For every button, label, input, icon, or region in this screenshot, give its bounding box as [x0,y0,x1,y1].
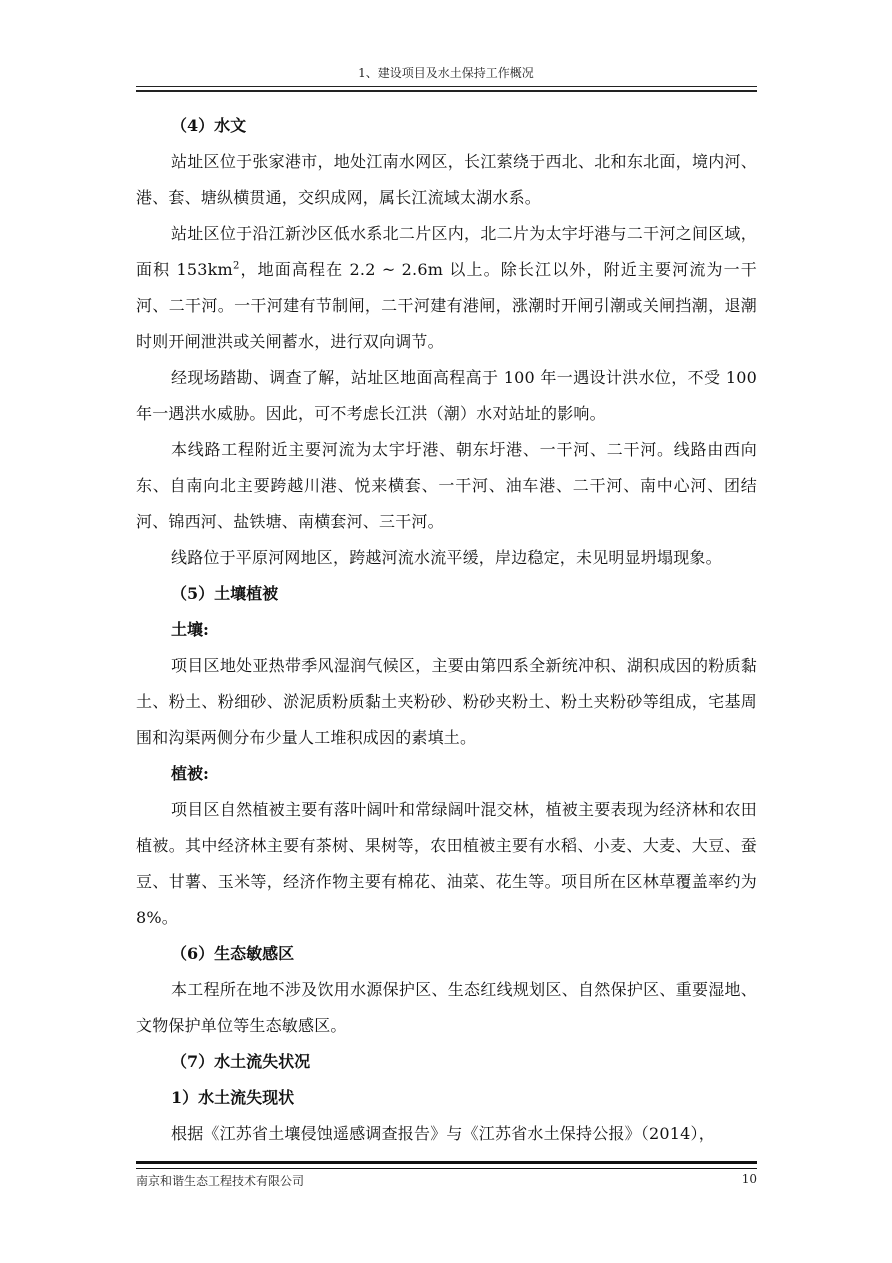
section-heading-erosion: （7）水土流失状况 [171,1052,311,1071]
paragraph: 站址区位于张家港市，地处江南水网区，长江萦绕于西北、北和东北面，境内河、港、套、塘纵横贯通，交织成网，属长江流域太湖水系。 [136,152,757,207]
section-heading-soil-vegetation: （5）土壤植被 [171,584,279,603]
footer-company: 南京和谐生态工程技术有限公司 [136,1174,305,1188]
paragraph: 项目区自然植被主要有落叶阔叶和常绿阔叶混交林，植被主要表现为经济林和农田植被。其中经济林主要有茶树、果树等，农田植被主要有水稻、小麦、大麦、大豆、蚕豆、甘薯、玉米等，经济作物主要有棉花、油菜、花生等。项目所在区林草覆盖率约为 8%。 [136,800,757,927]
paragraph [136,216,757,360]
paragraph: 经现场踏勘、调查了解，站址区地面高程高于 100 年一遇设计洪水位，不受 100 年一遇洪水威胁。因此，可不考虑长江洪（潮）水对站址的影响。 [136,368,757,423]
paragraph: 线路位于平原河网地区，跨越河流水流平缓，岸边稳定，未见明显坍塌现象。 [171,548,722,567]
paragraph: 根据《江苏省土壤侵蚀遥感调查报告》与《江苏省水土保持公报》（2014）， [171,1124,715,1143]
section-heading-eco: （6）生态敏感区 [171,944,295,963]
page-body [136,108,757,1152]
subheading-soil: 土壤: [171,620,209,639]
page-number: 10 [741,1172,757,1186]
paragraph-part: ，地面高程在 2.2 ~ 2.6m 以上。除长江以外，附近主要河流为一干河、二干河。一干河建有节制闸，二干河建有港闸，涨潮时开闸引潮或关闸挡潮，退潮时则开闸泄洪或关闸蓄水，进行双向调节。 [136,260,758,351]
section-heading-hydrology: （4）水文 [171,116,247,135]
subheading-vegetation: 植被: [171,764,209,783]
footer-rule [136,1161,757,1169]
running-header: 1、建设项目及水土保持工作概况 [358,66,534,80]
paragraph: 本线路工程附近主要河流为太宇圩港、朝东圩港、一干河、二干河。线路由西向东、自南向北主要跨越川港、悦来横套、一干河、油车港、二干河、南中心河、团结河、锦西河、盐铁塘、南横套河、三干河。 [136,440,757,531]
paragraph-part: 站址区位于沿江新沙区低水系北二片区内，北二片为太宇圩港与二干河之间区域，面积 153km [136,224,757,279]
paragraph: 项目区地处亚热带季风湿润气候区，主要由第四系全新统冲积、湖积成因的粉质黏土、粉土、粉细砂、淤泥质粉质黏土夹粉砂、粉砂夹粉土、粉土夹粉砂等组成，宅基周围和沟渠两侧分布少量人工堆积成因的素填土。 [136,656,757,747]
superscript: 2 [232,260,240,272]
subheading-erosion-status: 1）水土流失现状 [171,1088,295,1107]
paragraph: 本工程所在地不涉及饮用水源保护区、生态红线规划区、自然保护区、重要湿地、文物保护单位等生态敏感区。 [136,980,757,1035]
header-rule [136,86,757,92]
